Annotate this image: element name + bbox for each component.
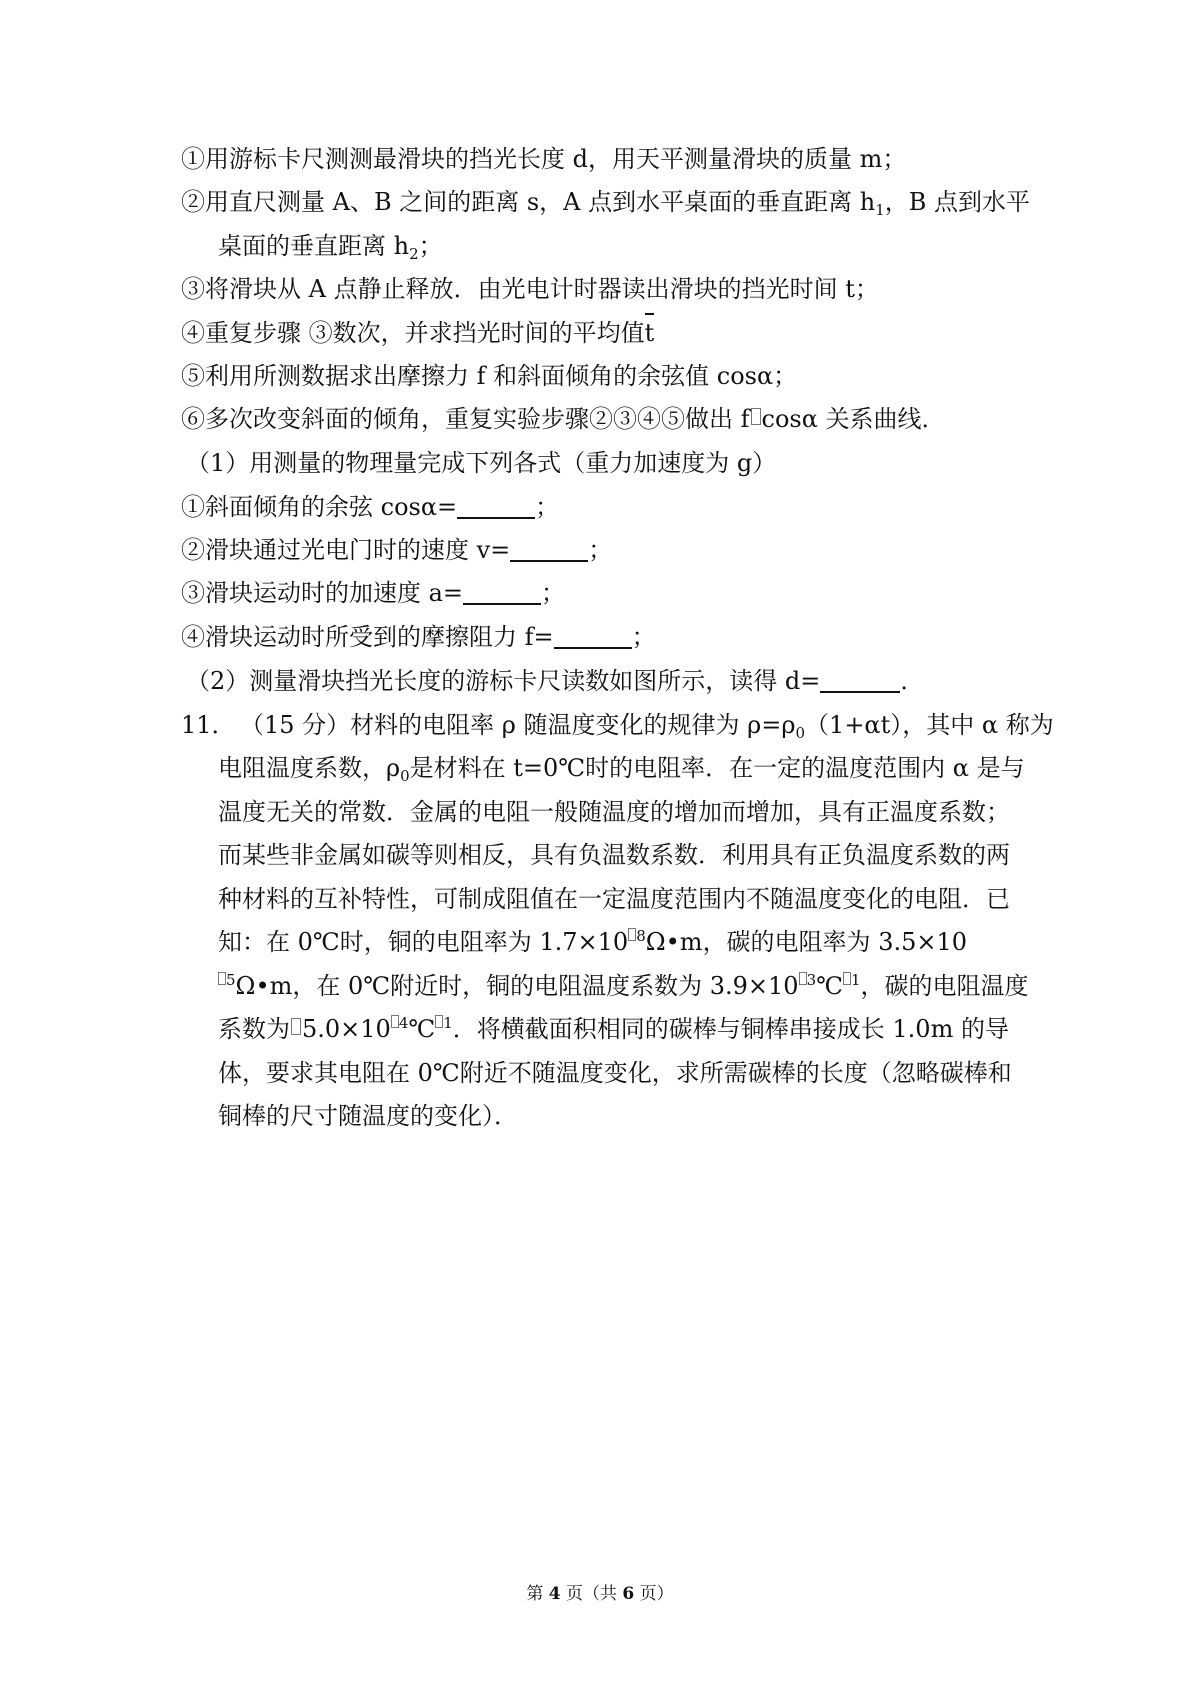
- page-number: 4: [548, 1584, 561, 1604]
- question-2: （2）测量滑块挡光长度的游标卡尺读数如图所示，读得 d= ．: [186, 667, 925, 695]
- step-2-cont: 桌面的垂直距离 $h_2$；: [218, 232, 443, 263]
- step-3: ③将滑块从 A 点静止释放．由光电计时器读出滑块的挡光时间 t；: [181, 275, 879, 303]
- question-1-item-4: ④滑块运动时所受到的摩擦阻力 f= ；: [181, 623, 656, 651]
- question-1-item-3: ③滑块运动时的加速度 a= ；: [181, 579, 566, 607]
- problem-11-line-8: 系数为 5.0×10 $^4$℃ $^1$．将横截面积相同的碳棒与铜棒串接成长 1.0m 的导: [218, 1014, 1009, 1043]
- step-2: ②用直尺测量 A、B 之间的距离 s，A 点到水平桌面的垂直距离 $h_1$，B 点到水平: [181, 188, 1031, 219]
- problem-11-line-2: 电阻温度系数，$\rho_0$是材料在 t=0℃时的电阻率．在一定的温度范围内 α 是与: [218, 754, 1025, 785]
- problem-11-line-6: 知：在 0℃时，铜的电阻率为 1.7×10 $^8$Ω•m，碳的电阻率为 3.5×10: [218, 927, 968, 956]
- missing-glyph-box: [291, 1018, 301, 1035]
- question-1-title: （1）用测量的物理量完成下列各式（重力加速度为 g）: [186, 449, 777, 477]
- t-mean-symbol: t: [645, 316, 655, 350]
- problem-11-line-7: $^5$Ω•m，在 0℃附近时，铜的电阻温度系数为 3.9×10 $^3$℃ $^1$，碳的电阻温度: [218, 969, 1029, 1003]
- answer-blank: [457, 495, 535, 519]
- problem-11-line-10: 铜棒的尺寸随温度的变化）．: [218, 1102, 518, 1130]
- answer-blank: [820, 669, 900, 693]
- answer-blank: [463, 581, 541, 605]
- answer-blank: [554, 625, 632, 649]
- step-6: ⑥多次改变斜面的倾角，重复实验步骤②③④⑤做出 f cosα 关系曲线．: [181, 405, 946, 433]
- page-footer: 第 4 页（共 6 页）: [526, 1584, 674, 1604]
- step-5: ⑤利用所测数据求出摩擦力 f 和斜面倾角的余弦值 cosα；: [181, 362, 798, 390]
- problem-11-line-9: 体，要求其电阻在 0℃附近不随温度变化，求所需碳棒的长度（忽略碳棒和: [218, 1059, 1012, 1087]
- step-4: ④重复步骤 ③数次，并求挡光时间的平均值t: [181, 316, 654, 350]
- total-pages: 6: [622, 1584, 635, 1604]
- missing-glyph-box: [799, 972, 807, 985]
- question-1-item-1: ①斜面倾角的余弦 cosα= ；: [181, 493, 560, 521]
- missing-glyph-box: [843, 972, 851, 985]
- problem-11-line-1: （15 分）材料的电阻率 ρ 随温度变化的规律为 $\rho=\rho_0(1+\alpha t)$，其中 α 称为: [240, 711, 1054, 742]
- missing-glyph-box: [218, 972, 226, 985]
- question-1-item-2: ②滑块通过光电门时的速度 v= ；: [181, 536, 613, 564]
- problem-11-line-4: 而某些非金属如碳等则相反，具有负温数系数．利用具有正负温度系数的两: [218, 841, 1010, 869]
- problem-11-line-3: 温度无关的常数．金属的电阻一般随温度的增加而增加，具有正温度系数；: [218, 798, 1010, 826]
- problem-11-line-5: 种材料的互补特性，可制成阻值在一定温度范围内不随温度变化的电阻．已: [218, 885, 1010, 913]
- step-1: ①用游标卡尺测测最滑块的挡光长度 d，用天平测量滑块的质量 m；: [181, 145, 907, 173]
- missing-glyph-box: [628, 928, 636, 941]
- problem-11-number: 11．: [181, 711, 236, 739]
- missing-glyph-box: [391, 1015, 399, 1028]
- answer-blank: [510, 538, 588, 562]
- missing-glyph-box: [751, 408, 761, 425]
